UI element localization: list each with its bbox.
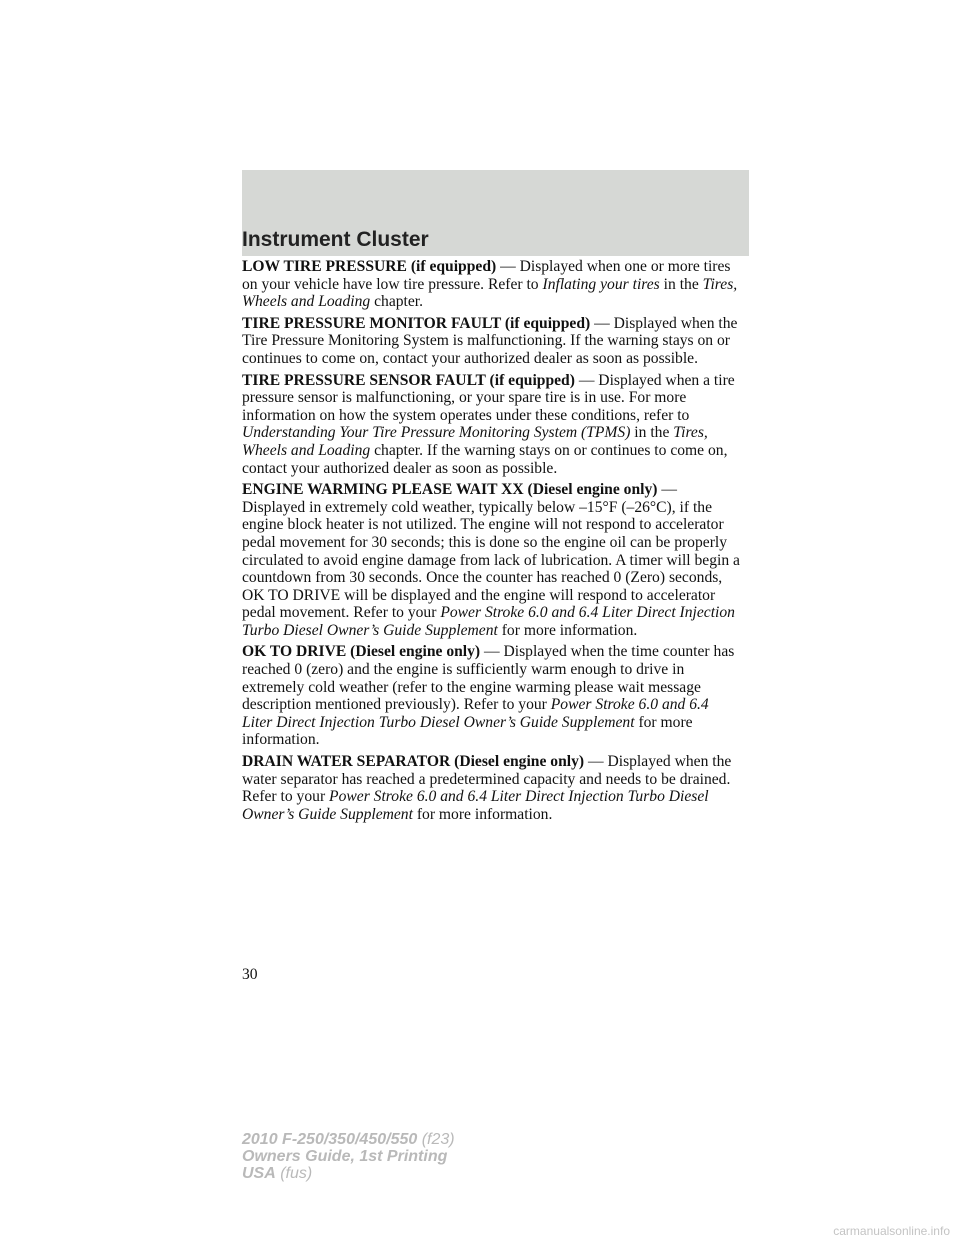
footer-model-code: (f23) bbox=[417, 1131, 455, 1148]
entry-drain-water-separator bbox=[242, 753, 740, 823]
footer-printing-line: Owners Guide, 1st Printing bbox=[242, 1148, 448, 1165]
entry-reference: Power Stroke 6.0 and 6.4 Liter Direct Injection Turbo Diesel Owner’s Guide Supplement bbox=[242, 696, 709, 731]
entry-low-tire-pressure bbox=[242, 258, 740, 311]
entry-reference: Understanding Your Tire Pressure Monitoring System (TPMS) bbox=[242, 424, 631, 442]
entry-desc: for more information. bbox=[242, 713, 693, 749]
entry-desc: in the bbox=[630, 424, 674, 442]
entry-term: LOW TIRE PRESSURE (if equipped) bbox=[242, 258, 497, 275]
entry-desc: — Displayed when a tire pressure sensor is malfunctioning, or your spare tire is in use. For more information on how the system operates under these conditions, refer to bbox=[242, 371, 735, 424]
entry-reference: Inflating your tires bbox=[542, 275, 660, 293]
entry-tire-pressure-monitor-fault bbox=[242, 315, 740, 368]
entry-reference: Power Stroke 6.0 and 6.4 Liter Direct Injection Turbo Diesel Owner’s Guide Supplement bbox=[242, 788, 709, 823]
entry-term: ENGINE WARMING PLEASE WAIT XX (Diesel engine only) bbox=[242, 481, 658, 499]
footer-market: USA bbox=[242, 1165, 276, 1182]
entry-engine-warming bbox=[242, 481, 740, 639]
entry-term: TIRE PRESSURE MONITOR FAULT (if equipped) bbox=[242, 314, 591, 332]
entry-desc: — Displayed when the water separator has reached a predetermined capacity and needs to be drained. Refer to your bbox=[242, 753, 732, 806]
footer-model-line bbox=[242, 1131, 455, 1148]
entry-desc: for more information. bbox=[497, 621, 638, 639]
entry-desc: — Displayed when one or more tires on your vehicle have low tire pressure. Refer to bbox=[242, 258, 731, 293]
footer-market-line bbox=[242, 1165, 455, 1182]
entry-term: TIRE PRESSURE SENSOR FAULT (if equipped) bbox=[242, 371, 575, 389]
entry-desc: — Displayed in extremely cold weather, typically below –15°F (–26°C), if the engine block heater is not utilized. The engine will not respond to accelerator pedal movement for 30 seconds; this is done so the engine oil can be properly circulated to avoid engine damage from lack of lubrication. A timer will begin a countdown from 30 seconds. Once the counter has reached 0 (Zero) seconds, OK TO DRIVE will be displayed and the engine will respond to accelerator pedal movement. Refer to your bbox=[242, 481, 740, 622]
footer-market-code: (fus) bbox=[275, 1165, 313, 1182]
entry-desc: chapter. If the warning stays on or continues to come on, contact your authorized dealer as soon as possible. bbox=[242, 441, 728, 477]
entry-reference: Power Stroke 6.0 and 6.4 Liter Direct Injection Turbo Diesel Owner’s Guide Supplement bbox=[242, 604, 735, 639]
document-footer bbox=[242, 1131, 455, 1182]
entry-desc: chapter. bbox=[370, 293, 424, 311]
entry-desc: for more information. bbox=[412, 805, 553, 823]
entry-reference: Tires, Wheels and Loading bbox=[242, 275, 738, 311]
entry-reference: Tires, Wheels and Loading bbox=[242, 424, 708, 459]
entry-desc: in the bbox=[659, 275, 703, 293]
entry-term: DRAIN WATER SEPARATOR (Diesel engine only) bbox=[242, 753, 585, 771]
entry-desc: — Displayed when the time counter has reached 0 (zero) and the engine is sufficiently warm enough to drive in extremely cold weather (refer to the engine warming please wait message description mentioned previously). Refer to your bbox=[242, 643, 735, 714]
watermark: carmanualsonline.info bbox=[833, 1224, 950, 1238]
entry-ok-to-drive bbox=[242, 643, 740, 749]
entry-desc: — Displayed when the Tire Pressure Monitoring System is malfunctioning. If the warning stays on or continues to come on, contact your authorized dealer as soon as possible. bbox=[242, 314, 738, 367]
footer-model: 2010 F-250/350/450/550 bbox=[242, 1131, 418, 1148]
page-body bbox=[242, 258, 740, 827]
entry-tire-pressure-sensor-fault bbox=[242, 372, 740, 478]
page-number: 30 bbox=[242, 966, 258, 983]
entry-term: OK TO DRIVE (Diesel engine only) bbox=[242, 643, 481, 661]
section-title: Instrument Cluster bbox=[242, 228, 429, 251]
